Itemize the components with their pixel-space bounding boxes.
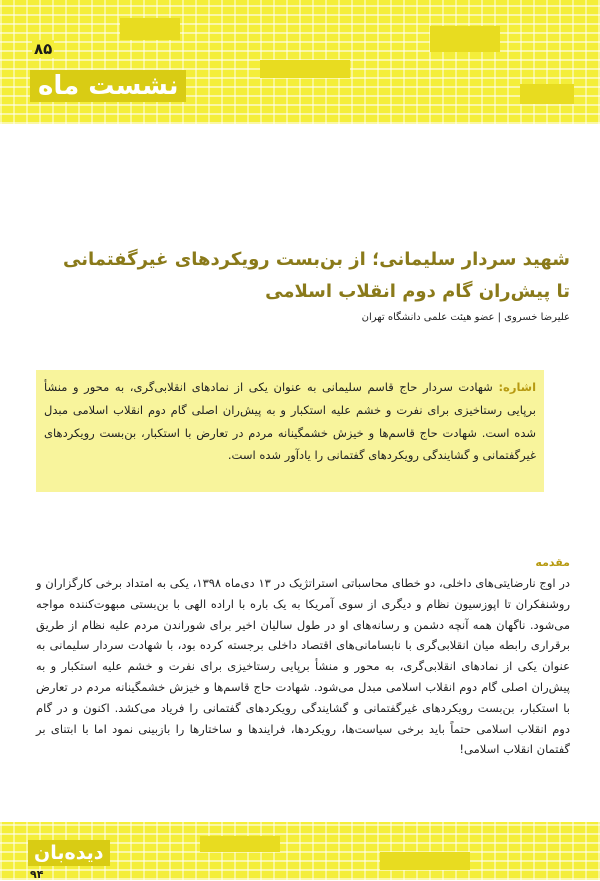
abstract-text: شهادت سردار حاج قاسم سلیمانی به عنوان یکی از نمادهای انقلابی‌گری، به محور و منشأ برپایی رستاخیزی برای نفرت و خشم علیه استکبار و به پیش‌ران اصلی گام دوم انقلاب اسلامی مبدل شده است. شهادت حاج قاسم‌ها و خیزش خشمگینانه مردم در تعارض با استکبار، بن‌بست رویکردهای غیرگفتمانی و گشایندگی رویکردهای گفتمانی را یادآور شده است. [44,380,536,463]
article-title [36,244,570,308]
pattern-block [200,836,280,852]
author-byline: علیرضا خسروی | عضو هیئت علمی دانشگاه تهران [361,312,570,323]
pattern-block [520,84,574,104]
magazine-footer-logo: دیده‌بان [28,840,110,866]
title-line-1: شهید سردار سلیمانی؛ از بن‌بست رویکردهای غیرگفتمانی [63,249,570,270]
abstract-box [36,370,544,492]
pattern-block [430,26,500,52]
page-number: ۸۵ [34,40,53,58]
pattern-block [120,18,180,40]
issue-number: ۹۴ [30,868,44,881]
pattern-block [260,60,350,78]
pattern-block [380,852,470,870]
intro-paragraph: در اوج نارضایتی‌های داخلی، دو خطای محاسباتی استراتژیک در ۱۳ دی‌ماه ۱۳۹۸، یکی به امتداد برخی کارگزاران و روشنفکران تا اپوزسیون نظام و دیگری از سوی آمریکا به یک باره با اراده الهی با بن‌بستی مبهوت‌کننده مواجه می‌شود. ناگهان همه آنچه دشمن و رسانه‌های او در طول سالیان اخیر برای شوراندن مردم علیه نظام از طریق برقراری رابطه میان انقلابی‌گری با نابسامانی‌های اقتصاد داخلی برجسته کرده بود، با شهادت سردار سلیمانی به عنوان یکی از نمادهای انقلابی‌گری، به محور و منشأ برپایی رستاخیزی برای نفرت و خشم علیه استکبار و به پیش‌ران اصلی گام دوم انقلاب اسلامی مبدل می‌شود. شهادت حاج قاسم‌ها و خیزش خشمگینانه مردم در تعارض با استکبار، بن‌بست رویکردهای غیرگفتمانی و گشایندگی رویکردهای گفتمانی را فریاد می‌کشد. اکنون و در گام دوم انقلاب اسلامی حتماً باید برخی سیاست‌ها، رویکردها، فرایندها و ساختارها را بازبینی نمود اما با ابتنای بر گفتمان انقلاب اسلامی! [36,576,570,757]
abstract-label: اشاره: [498,380,537,394]
title-line-2: تا پیش‌ران گام دوم انقلاب اسلامی [265,281,570,302]
decorative-pattern-top [0,0,600,124]
section-heading-intro: مقدمه [535,556,570,569]
magazine-section-logo: نشست ماه [30,70,186,102]
